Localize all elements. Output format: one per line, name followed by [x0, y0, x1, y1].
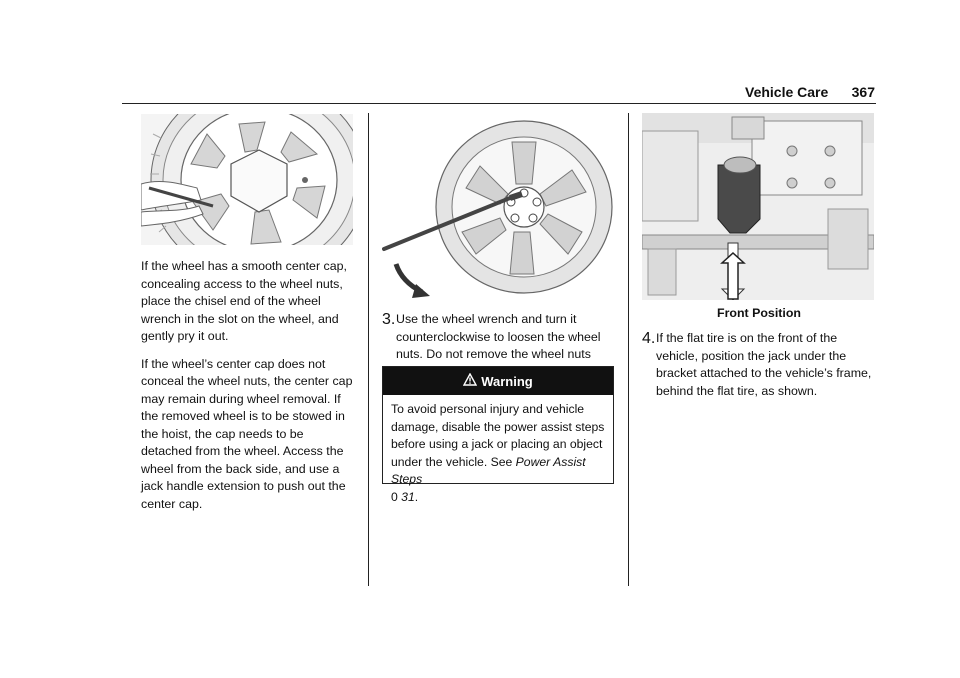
- section-title: Vehicle Care: [745, 84, 829, 100]
- figure-caption: Front Position: [717, 306, 801, 320]
- page-number: 367: [851, 84, 875, 100]
- warning-box: [382, 366, 614, 504]
- warning-body: To avoid personal injury and vehicle damage, disable the power assist steps before using a jack or placing an object under the vehicle. See Power Assist Steps 0 31.: [391, 402, 605, 504]
- page-ref-icon: 0: [391, 489, 398, 504]
- step-text: Use the wheel wrench and turn it counterclockwise to loosen the wheel nuts. Do not remove the wheel nuts: [396, 312, 601, 361]
- header-rule: [122, 103, 876, 104]
- jack-front-position-illustration: [642, 113, 874, 300]
- step-text: If the flat tire is on the front of the vehicle, position the jack under the bracket attached to the vehicle’s frame, behind the flat tire, as shown.: [656, 331, 872, 398]
- page-header: [745, 84, 875, 102]
- warning-title: Warning: [481, 373, 533, 389]
- column-divider: [628, 113, 629, 586]
- wheel-wrench-illustration: [382, 114, 614, 300]
- step-number: 4.: [642, 330, 656, 347]
- paragraph: If the wheel has a smooth center cap, concealing access to the wheel nuts, place the chisel end of the wheel wrench in the slot on the wheel, and gently pry it out.: [141, 259, 347, 343]
- warning-header: [383, 367, 613, 395]
- page-ref-link[interactable]: 31: [401, 489, 415, 504]
- column-1-text: [141, 258, 355, 523]
- warning-triangle-icon: [463, 373, 477, 389]
- power-assist-steps-link[interactable]: Power Assist Steps: [391, 454, 586, 486]
- step-4: [642, 330, 876, 400]
- paragraph: If the wheel’s center cap does not conceal the wheel nuts, the center cap may remain during wheel removal. If the removed wheel is to be stowed in the hoist, the cap needs to be detached from the wheel. Access the wheel from the back side, and use a jack handle extension to push out the center cap.: [141, 356, 353, 511]
- wheel-center-cap-illustration: [141, 114, 353, 245]
- warning-text: To avoid personal injury and vehicle damage, disable the power assist steps before using a jack or placing an object under the vehicle. See: [391, 402, 605, 469]
- step-number: 3.: [382, 311, 396, 328]
- column-divider: [368, 113, 369, 586]
